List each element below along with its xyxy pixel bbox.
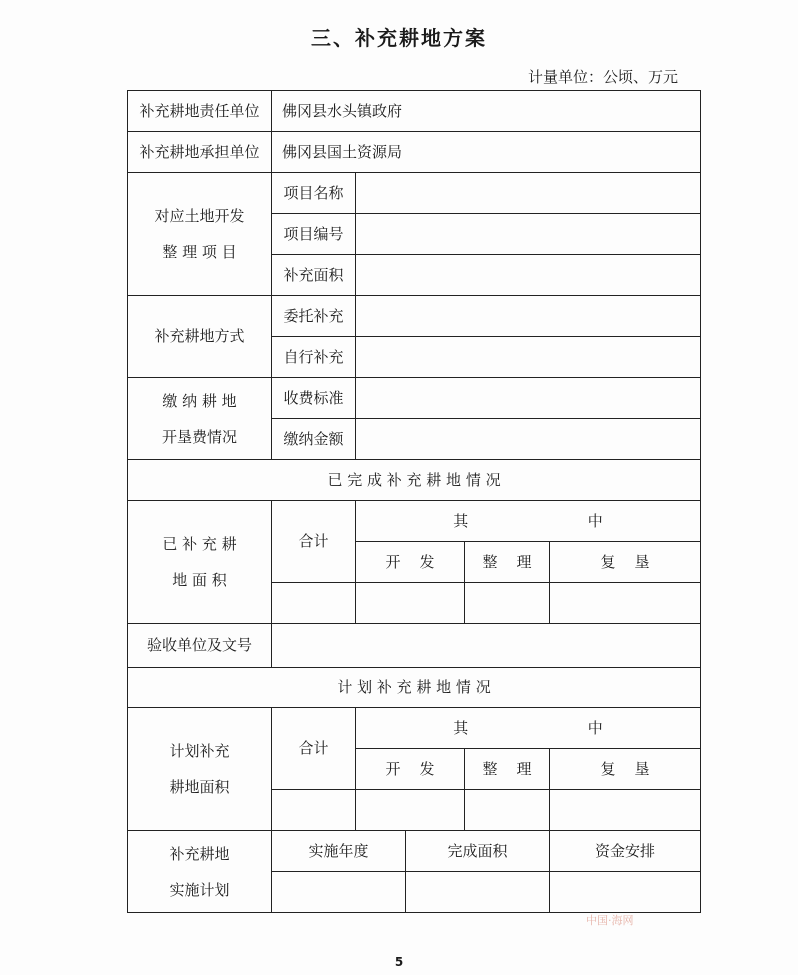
- fee-group-label: [128, 378, 272, 460]
- unit-note: 计量单位：公顷、万元: [527, 68, 678, 86]
- completed-area-line-2: 地 面 积: [172, 571, 227, 589]
- project-no-value: [356, 214, 701, 255]
- planned-develop-label: 开 发: [356, 749, 465, 790]
- planned-develop-value: [356, 790, 465, 831]
- planned-area-label: [128, 708, 272, 831]
- entrusted-value: [356, 296, 701, 337]
- responsible-value: 佛冈县水头镇政府: [272, 91, 701, 132]
- planned-among-char-2: 中: [587, 718, 603, 737]
- undertaker-value: 佛冈县国土资源局: [272, 132, 701, 173]
- fund-label: 资金安排: [550, 831, 701, 872]
- completed-among-char-1: 其: [453, 511, 469, 530]
- planned-total-value: [272, 790, 356, 831]
- plan-label: [128, 831, 272, 913]
- page-number: 5: [394, 955, 404, 969]
- planned-reclaim-label: 复 垦: [550, 749, 701, 790]
- supplement-area-value: [356, 255, 701, 296]
- responsible-label: 补充耕地责任单位: [128, 91, 272, 132]
- fee-standard-value: [356, 378, 701, 419]
- planned-area-line-1: 计划补充: [169, 742, 230, 760]
- planned-total-label: 合计: [272, 708, 356, 790]
- planned-consolidate-value: [465, 790, 550, 831]
- entrusted-label: 委托补充: [272, 296, 356, 337]
- completed-consolidate-label: 整 理: [465, 542, 550, 583]
- watermark-logo: 中国·海网: [586, 914, 634, 927]
- planned-area-line-2: 耕地面积: [169, 778, 230, 796]
- fee-group-line-1: 缴 纳 耕 地: [162, 391, 237, 410]
- supplement-farmland-table: [127, 90, 701, 913]
- project-group-line-1: 对应土地开发: [154, 207, 245, 225]
- done-area-label: 完成面积: [406, 831, 550, 872]
- fee-amount-label: 缴纳金额: [272, 419, 356, 460]
- completed-total-label: 合计: [272, 501, 356, 583]
- acceptance-label: 验收单位及文号: [128, 624, 272, 668]
- supplement-area-label: 补充面积: [272, 255, 356, 296]
- completed-reclaim-label: 复 垦: [550, 542, 701, 583]
- plan-line-1: 补充耕地: [169, 844, 230, 863]
- fee-standard-label: 收费标准: [272, 378, 356, 419]
- planned-section-header: 计 划 补 充 耕 地 情 况: [128, 668, 701, 708]
- completed-area-label: [128, 501, 272, 624]
- project-no-label: 项目编号: [272, 214, 356, 255]
- undertaker-label: 补充耕地承担单位: [128, 132, 272, 173]
- completed-among-header: [356, 501, 701, 542]
- planned-among-header: [356, 708, 701, 749]
- completed-section-header: 已 完 成 补 充 耕 地 情 况: [128, 460, 701, 501]
- project-name-label: 项目名称: [272, 173, 356, 214]
- impl-year-label: 实施年度: [272, 831, 406, 872]
- self-label: 自行补充: [272, 337, 356, 378]
- impl-year-value: [272, 872, 406, 913]
- completed-area-line-1: 已 补 充 耕: [162, 535, 237, 553]
- completed-among-char-2: 中: [587, 511, 603, 530]
- project-group-line-2: 整 理 项 目: [162, 243, 237, 261]
- fee-group-line-2: 开垦费情况: [161, 427, 237, 446]
- done-area-value: [406, 872, 550, 913]
- completed-develop-label: 开 发: [356, 542, 465, 583]
- plan-line-2: 实施计划: [169, 880, 230, 899]
- planned-among-char-1: 其: [453, 718, 469, 737]
- completed-develop-value: [356, 583, 465, 624]
- project-group-label: [128, 173, 272, 296]
- method-label: 补充耕地方式: [128, 296, 272, 378]
- planned-consolidate-label: 整 理: [465, 749, 550, 790]
- self-value: [356, 337, 701, 378]
- acceptance-value: [272, 624, 701, 668]
- fund-value: [550, 872, 701, 913]
- completed-consolidate-value: [465, 583, 550, 624]
- page-title: 三、补充耕地方案: [311, 26, 487, 50]
- project-name-value: [356, 173, 701, 214]
- fee-amount-value: [356, 419, 701, 460]
- completed-reclaim-value: [550, 583, 701, 624]
- planned-reclaim-value: [550, 790, 701, 831]
- completed-total-value: [272, 583, 356, 624]
